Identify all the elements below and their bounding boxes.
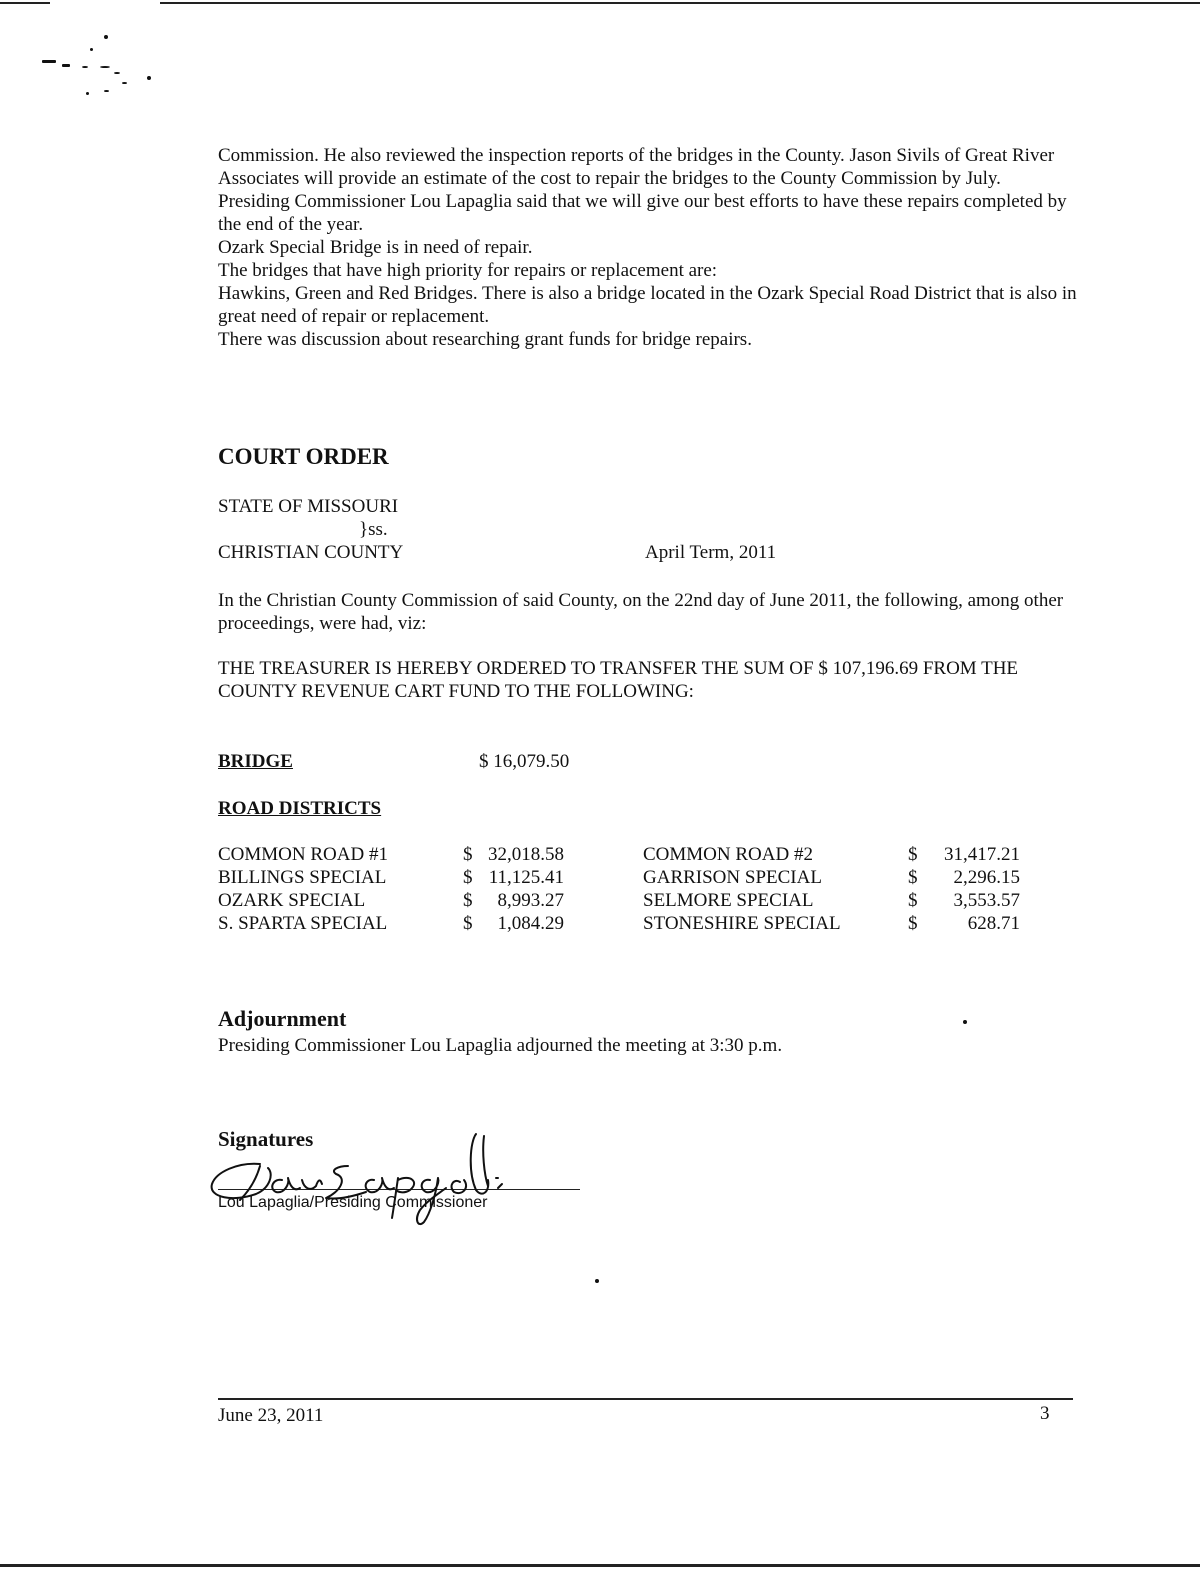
bridge-label: BRIDGE [218,751,293,772]
intro-line: Hawkins, Green and Red Bridges. There is also a bridge located in the Ozark Special Road District that is also in great need of repair or replacement. [218,283,1077,327]
currency-symbol: $ [463,890,473,911]
intro-line: Presiding Commissioner Lou Lapaglia said that we will give our best efforts to have these repairs completed by the end of the year. [218,191,1067,235]
district-amount: 2,296.15 [953,867,1020,888]
currency-symbol: $ [463,867,473,888]
currency-symbol: $ [908,844,918,865]
intro-line: Ozark Special Bridge is in need of repair. [218,237,533,258]
table-row [218,889,1038,912]
district-amount: 1,084.29 [497,913,564,934]
table-row [218,912,1038,935]
court-order-heading: COURT ORDER [218,444,389,469]
scan-speck [595,1279,599,1283]
district-amount: 31,417.21 [944,844,1020,865]
page-number: 3 [1040,1403,1050,1424]
scan-edge-top [0,2,1200,4]
district-name: COMMON ROAD #2 [643,844,813,865]
road-districts-label: ROAD DISTRICTS [218,798,382,819]
table-row [218,843,1038,866]
scan-specks [34,30,164,110]
intro-line: Commission. He also reviewed the inspection reports of the bridges in the County. Jason Sivils of Great River Associates will provide an estimate of the cost to repair the bridges to the County Commission by July. [218,145,1055,189]
county-label: CHRISTIAN COUNTY [218,542,404,563]
currency-symbol: $ [908,890,918,911]
handwritten-signature-icon [198,1122,518,1232]
district-name: S. SPARTA SPECIAL [218,913,388,934]
district-amount: 628.71 [967,913,1020,934]
footer-date: June 23, 2011 [218,1405,324,1426]
district-name: GARRISON SPECIAL [643,867,822,888]
road-districts-table [218,843,1038,935]
district-name: COMMON ROAD #1 [218,844,388,865]
currency-symbol: $ [908,913,918,934]
district-name: OZARK SPECIAL [218,890,366,911]
scan-speck [963,1020,967,1024]
proceedings-paragraph: In the Christian County Commission of said County, on the 22nd day of June 2011, the following, among other proceedings, were had, viz: [218,590,1064,634]
transfer-order-text: THE TREASURER IS HEREBY ORDERED TO TRANSFER THE SUM OF $ 107,196.69 FROM THE COUNTY REVENUE CART FUND TO THE FOLLOWING: [218,658,1019,702]
ss-mark: }ss. [359,519,388,540]
district-amount: 11,125.41 [488,867,564,888]
bridge-amount: $ 16,079.50 [479,751,570,772]
state-label: STATE OF MISSOURI [218,496,399,517]
intro-line: The bridges that have high priority for repairs or replacement are: [218,260,718,281]
district-name: SELMORE SPECIAL [643,890,814,911]
term-label: April Term, 2011 [645,542,777,563]
currency-symbol: $ [908,867,918,888]
district-name: BILLINGS SPECIAL [218,867,387,888]
district-amount: 8,993.27 [497,890,564,911]
currency-symbol: $ [463,913,473,934]
footer-rule [218,1398,1073,1400]
adjournment-text: Presiding Commissioner Lou Lapaglia adjourned the meeting at 3:30 p.m. [218,1035,783,1056]
district-name: STONESHIRE SPECIAL [643,913,841,934]
intro-paragraphs [218,144,1078,351]
scan-edge-gap [50,1,160,5]
scan-edge-bottom [0,1564,1200,1567]
adjournment-heading: Adjournment [218,1006,347,1031]
district-amount: 3,553.57 [953,890,1020,911]
table-row [218,866,1038,889]
intro-line: There was discussion about researching grant funds for bridge repairs. [218,329,752,350]
district-amount: 32,018.58 [488,844,564,865]
signer-name: Lou Lapaglia/Presiding Commissioner [218,1194,488,1211]
currency-symbol: $ [463,844,473,865]
signatures-heading: Signatures [218,1127,314,1151]
